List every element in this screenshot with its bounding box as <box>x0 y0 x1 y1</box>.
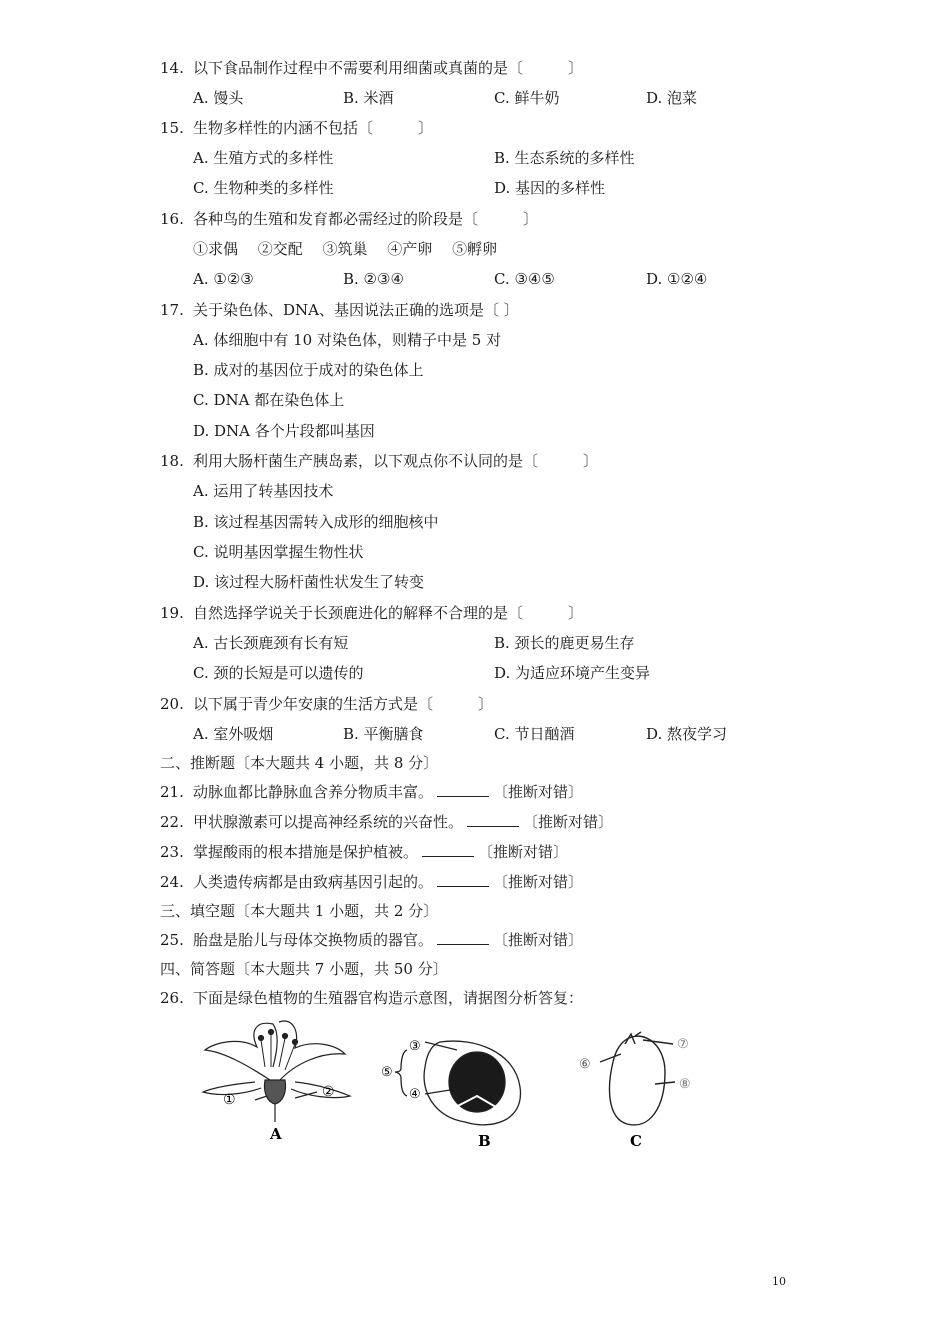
option-a: A. 生殖方式的多样性 <box>193 149 334 167</box>
label-circle-6: ⑥ <box>579 1057 591 1072</box>
option-c: C. 说明基因掌握生物性状 <box>193 543 364 561</box>
question-14-options <box>193 88 893 108</box>
option-b: B. 米酒 <box>343 89 394 107</box>
label-b: B <box>478 1132 491 1150</box>
option-d: D. ①②④ <box>646 270 708 288</box>
label-circle-7: ⑦ <box>677 1037 689 1052</box>
label-circle-5: ⑤ <box>381 1065 393 1080</box>
plant-reproductive-organs-figure <box>195 1012 735 1157</box>
option-c: C. 鲜牛奶 <box>494 89 560 107</box>
question-16-items: ①求偶 ②交配 ③筑巢 ④产卵 ⑤孵卵 <box>193 240 498 258</box>
option-d: D. 熬夜学习 <box>646 725 728 743</box>
answer-blank[interactable] <box>437 782 489 797</box>
option-c: C. DNA 都在染色体上 <box>193 391 345 409</box>
question-22: 22. 甲状腺激素可以提高神经系统的兴奋性。 〔推断对错〕 <box>160 813 614 831</box>
question-23: 23. 掌握酸雨的根本措施是保护植被。 〔推断对错〕 <box>160 843 569 861</box>
answer-blank[interactable] <box>422 842 474 857</box>
question-16-options <box>193 269 893 289</box>
option-a: A. ①②③ <box>193 270 254 288</box>
section-2-heading: 二、推断题〔本大题共 4 小题，共 8 分〕 <box>160 754 439 772</box>
option-a: A. 体细胞中有 10 对染色体，则精子中是 5 对 <box>193 331 502 349</box>
label-circle-2: ② <box>322 1084 335 1100</box>
option-a: A. 室外吸烟 <box>193 725 274 743</box>
option-c: C. 节日酗酒 <box>494 725 575 743</box>
section-3-heading: 三、填空题〔本大题共 1 小题，共 2 分〕 <box>160 902 439 920</box>
answer-blank[interactable] <box>437 930 489 945</box>
answer-blank[interactable] <box>437 872 489 887</box>
option-b: B. ②③④ <box>343 270 404 288</box>
question-15-options-row1 <box>193 148 893 168</box>
answer-blank[interactable] <box>467 812 519 827</box>
option-c: C. ③④⑤ <box>494 270 555 288</box>
seed-diagram-c <box>600 1032 675 1125</box>
question-15-options-row2 <box>193 178 893 198</box>
question-15: 15. 生物多样性的内涵不包括〔 〕 <box>160 119 434 137</box>
question-17: 17. 关于染色体、DNA、基因说法正确的选项是〔 〕 <box>160 301 519 319</box>
option-a: A. 古长颈鹿颈有长有短 <box>193 634 349 652</box>
question-19: 19. 自然选择学说关于长颈鹿进化的解释不合理的是〔 〕 <box>160 604 584 622</box>
label-circle-8: ⑧ <box>679 1077 691 1092</box>
label-a: A <box>270 1125 282 1143</box>
option-d: D. 为适应环境产生变异 <box>494 664 651 682</box>
option-c: C. 生物种类的多样性 <box>193 179 334 197</box>
label-c: C <box>630 1132 642 1150</box>
question-19-options-row2 <box>193 663 893 683</box>
question-14: 14. 以下食品制作过程中不需要利用细菌或真菌的是〔 〕 <box>160 59 584 77</box>
question-20: 20. 以下属于青少年安康的生活方式是〔 〕 <box>160 695 494 713</box>
label-circle-3: ③ <box>409 1039 421 1054</box>
question-18: 18. 利用大肠杆菌生产胰岛素，以下观点你不认同的是〔 〕 <box>160 452 599 470</box>
option-c: C. 颈的长短是可以遗传的 <box>193 664 364 682</box>
option-b: B. 平衡膳食 <box>343 725 424 743</box>
question-16: 16. 各种鸟的生殖和发育都必需经过的阶段是〔 〕 <box>160 210 539 228</box>
question-20-options <box>193 724 893 744</box>
option-d: D. 泡菜 <box>646 89 698 107</box>
section-4-heading: 四、简答题〔本大题共 7 小题，共 50 分〕 <box>160 960 448 978</box>
question-24: 24. 人类遗传病都是由致病基因引起的。 〔推断对错〕 <box>160 873 584 891</box>
option-b: B. 颈长的鹿更易生存 <box>494 634 635 652</box>
question-21: 21. 动脉血都比静脉血含养分物质丰富。 〔推断对错〕 <box>160 783 584 801</box>
option-b: B. 生态系统的多样性 <box>494 149 635 167</box>
label-circle-4: ④ <box>409 1087 421 1102</box>
option-d: D. DNA 各个片段都叫基因 <box>193 422 375 440</box>
option-b: B. 该过程基因需转入成形的细胞核中 <box>193 513 439 531</box>
question-19-options-row1 <box>193 633 893 653</box>
option-d: D. 基因的多样性 <box>494 179 606 197</box>
option-a: A. 运用了转基因技术 <box>193 482 334 500</box>
question-26: 26. 下面是绿色植物的生殖器官构造示意图，请据图分析答复： <box>160 989 584 1007</box>
page-number: 10 <box>772 1275 786 1288</box>
question-25: 25. 胎盘是胎儿与母体交换物质的器官。 〔推断对错〕 <box>160 931 584 949</box>
option-a: A. 馒头 <box>193 89 244 107</box>
label-circle-1: ① <box>223 1092 236 1108</box>
option-b: B. 成对的基因位于成对的染色体上 <box>193 361 424 379</box>
option-d: D. 该过程大肠杆菌性状发生了转变 <box>193 573 425 591</box>
